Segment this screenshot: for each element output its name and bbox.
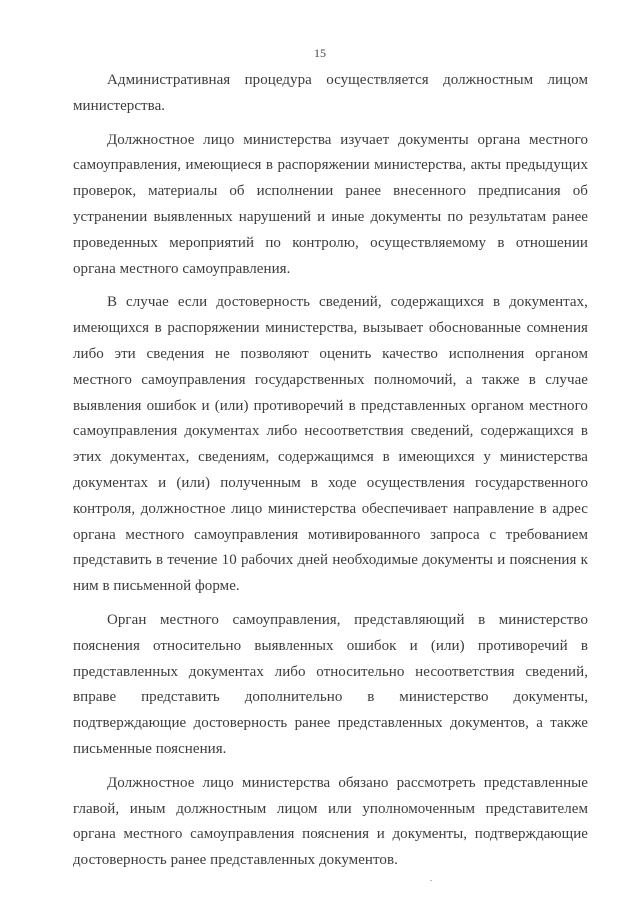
paragraph-document-review: Должностное лицо министерства изучает документы органа местного самоуправления, имеющиеся в распоряжении министерства, акты предыдущих проверок, материалы об исполнении ранее внесенного предписания об устранении выявленных нарушений и иные документы по результатам ранее проведенных мероприятий по контролю, осуществляемому в отношении органа местного самоуправления. [73,131,588,277]
document-body [73,68,588,882]
page-number: 15 [314,46,326,60]
paragraph-review-obligation: Должностное лицо министерства обязано рассмотреть представленные главой, иным должностным лицом или уполномоченным представителем органа местного самоуправления пояснения и документы, подтверждающие достоверность ранее представленных документов. [73,774,588,869]
scan-speck [430,880,432,881]
paragraph-local-authority-explanations: Орган местного самоуправления, представляющий в министерство пояснения относительно выявленных ошибок и (или) противоречий в представленных документах либо относительно несоответствия сведений, вправе представить дополнительно в министерство документы, подтверждающие достоверность ранее представленных документов, а также письменные пояснения. [73,611,588,757]
paragraph-request-for-documents: В случае если достоверность сведений, содержащихся в документах, имеющихся в распоряжении министерства, вызывает обоснованные сомнения либо эти сведения не позволяют оценить качество исполнения органом местного самоуправления государственных полномочий, а также в случае выявления ошибок и (или) противоречий в представленных органом местного самоуправления документах либо несоответствия сведений, содержащихся в этих документах, сведениям, содержащимся в имеющихся у министерства документах и (или) полученным в ходе осуществления государственного контроля, должностное лицо министерства обеспечивает направление в адрес органа местного самоуправления мотивированного запроса с требованием представить в течение 10 рабочих дней необходимые документы и пояснения к ним в письменной форме. [73,294,588,595]
paragraph-procedure: Административная процедура осуществляется должностным лицом министерства. [73,72,588,114]
